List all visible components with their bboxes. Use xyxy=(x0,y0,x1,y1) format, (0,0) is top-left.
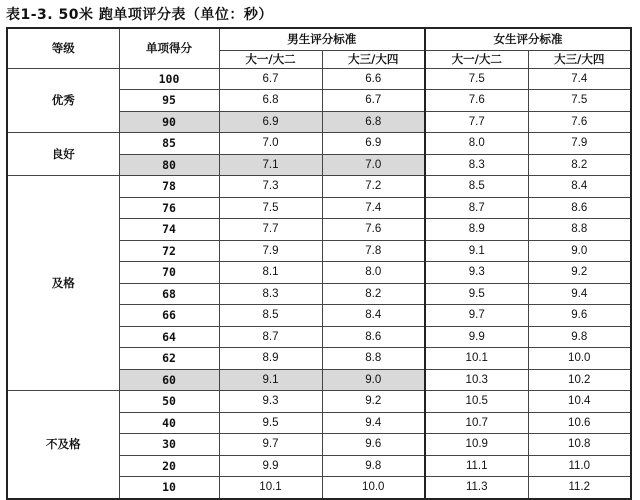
table-body xyxy=(7,68,631,499)
male-year12-cell: 8.3 xyxy=(219,283,322,305)
level-cell: 良好 xyxy=(7,133,119,176)
header-female: 女生评分标准 xyxy=(425,28,631,50)
female-year34-cell: 9.4 xyxy=(528,283,631,305)
points-cell: 95 xyxy=(119,90,219,112)
female-year34-cell: 9.6 xyxy=(528,305,631,327)
points-cell: 85 xyxy=(119,133,219,155)
female-year34-cell: 10.2 xyxy=(528,369,631,391)
female-year34-cell: 10.6 xyxy=(528,412,631,434)
male-year34-cell: 7.8 xyxy=(322,240,425,262)
female-year12-cell: 8.3 xyxy=(425,154,528,176)
male-year34-cell: 8.2 xyxy=(322,283,425,305)
female-year34-cell: 9.0 xyxy=(528,240,631,262)
male-year12-cell: 8.7 xyxy=(219,326,322,348)
female-year12-cell: 7.7 xyxy=(425,111,528,133)
header-female-year34: 大三/大四 xyxy=(528,50,631,68)
male-year12-cell: 9.5 xyxy=(219,412,322,434)
female-year12-cell: 8.5 xyxy=(425,176,528,198)
male-year12-cell: 7.3 xyxy=(219,176,322,198)
male-year12-cell: 8.5 xyxy=(219,305,322,327)
female-year12-cell: 8.7 xyxy=(425,197,528,219)
table-row xyxy=(7,176,631,198)
points-cell: 80 xyxy=(119,154,219,176)
level-cell: 优秀 xyxy=(7,68,119,133)
male-year12-cell: 9.9 xyxy=(219,455,322,477)
female-year12-cell: 8.0 xyxy=(425,133,528,155)
male-year34-cell: 9.6 xyxy=(322,434,425,456)
points-cell: 30 xyxy=(119,434,219,456)
male-year34-cell: 9.0 xyxy=(322,369,425,391)
female-year12-cell: 8.9 xyxy=(425,219,528,241)
male-year34-cell: 7.6 xyxy=(322,219,425,241)
header-points: 单项得分 xyxy=(119,28,219,68)
table-row xyxy=(7,68,631,90)
female-year34-cell: 7.5 xyxy=(528,90,631,112)
header-female-year12: 大一/大二 xyxy=(425,50,528,68)
male-year34-cell: 8.4 xyxy=(322,305,425,327)
female-year34-cell: 10.0 xyxy=(528,348,631,370)
male-year34-cell: 10.0 xyxy=(322,477,425,499)
points-cell: 72 xyxy=(119,240,219,262)
female-year12-cell: 11.3 xyxy=(425,477,528,499)
male-year34-cell: 9.8 xyxy=(322,455,425,477)
level-cell: 及格 xyxy=(7,176,119,391)
male-year34-cell: 8.0 xyxy=(322,262,425,284)
female-year34-cell: 11.2 xyxy=(528,477,631,499)
female-year12-cell: 9.1 xyxy=(425,240,528,262)
female-year12-cell: 10.9 xyxy=(425,434,528,456)
points-cell: 64 xyxy=(119,326,219,348)
female-year34-cell: 7.6 xyxy=(528,111,631,133)
level-cell: 不及格 xyxy=(7,391,119,499)
points-cell: 62 xyxy=(119,348,219,370)
male-year12-cell: 6.9 xyxy=(219,111,322,133)
header-male-year12: 大一/大二 xyxy=(219,50,322,68)
female-year34-cell: 11.0 xyxy=(528,455,631,477)
male-year34-cell: 9.4 xyxy=(322,412,425,434)
female-year34-cell: 9.8 xyxy=(528,326,631,348)
points-cell: 100 xyxy=(119,68,219,90)
points-cell: 68 xyxy=(119,283,219,305)
female-year12-cell: 10.3 xyxy=(425,369,528,391)
female-year12-cell: 10.5 xyxy=(425,391,528,413)
male-year12-cell: 7.5 xyxy=(219,197,322,219)
male-year34-cell: 8.6 xyxy=(322,326,425,348)
female-year12-cell: 7.6 xyxy=(425,90,528,112)
points-cell: 76 xyxy=(119,197,219,219)
points-cell: 90 xyxy=(119,111,219,133)
male-year12-cell: 10.1 xyxy=(219,477,322,499)
points-cell: 70 xyxy=(119,262,219,284)
male-year12-cell: 9.1 xyxy=(219,369,322,391)
male-year34-cell: 6.8 xyxy=(322,111,425,133)
female-year12-cell: 10.1 xyxy=(425,348,528,370)
male-year12-cell: 7.0 xyxy=(219,133,322,155)
male-year12-cell: 9.7 xyxy=(219,434,322,456)
female-year34-cell: 10.4 xyxy=(528,391,631,413)
female-year12-cell: 11.1 xyxy=(425,455,528,477)
male-year34-cell: 6.7 xyxy=(322,90,425,112)
female-year12-cell: 10.7 xyxy=(425,412,528,434)
male-year34-cell: 7.0 xyxy=(322,154,425,176)
male-year12-cell: 6.8 xyxy=(219,90,322,112)
points-cell: 78 xyxy=(119,176,219,198)
table-title: 表1-3. 50米 跑单项评分表（单位：秒） xyxy=(6,7,273,23)
male-year34-cell: 7.2 xyxy=(322,176,425,198)
points-cell: 66 xyxy=(119,305,219,327)
female-year34-cell: 8.6 xyxy=(528,197,631,219)
male-year34-cell: 6.6 xyxy=(322,68,425,90)
male-year12-cell: 7.9 xyxy=(219,240,322,262)
female-year12-cell: 7.5 xyxy=(425,68,528,90)
score-table xyxy=(6,27,632,500)
male-year34-cell: 6.9 xyxy=(322,133,425,155)
points-cell: 20 xyxy=(119,455,219,477)
points-cell: 50 xyxy=(119,391,219,413)
male-year12-cell: 7.7 xyxy=(219,219,322,241)
male-year34-cell: 9.2 xyxy=(322,391,425,413)
header-male: 男生评分标准 xyxy=(219,28,425,50)
female-year34-cell: 10.8 xyxy=(528,434,631,456)
points-cell: 60 xyxy=(119,369,219,391)
male-year12-cell: 6.7 xyxy=(219,68,322,90)
points-cell: 10 xyxy=(119,477,219,499)
male-year12-cell: 8.1 xyxy=(219,262,322,284)
female-year34-cell: 7.9 xyxy=(528,133,631,155)
female-year12-cell: 9.5 xyxy=(425,283,528,305)
male-year34-cell: 7.4 xyxy=(322,197,425,219)
female-year12-cell: 9.3 xyxy=(425,262,528,284)
points-cell: 74 xyxy=(119,219,219,241)
female-year34-cell: 8.8 xyxy=(528,219,631,241)
female-year12-cell: 9.9 xyxy=(425,326,528,348)
header-level: 等级 xyxy=(7,28,119,68)
female-year34-cell: 7.4 xyxy=(528,68,631,90)
female-year34-cell: 8.4 xyxy=(528,176,631,198)
female-year34-cell: 8.2 xyxy=(528,154,631,176)
header-male-year34: 大三/大四 xyxy=(322,50,425,68)
female-year34-cell: 9.2 xyxy=(528,262,631,284)
male-year12-cell: 9.3 xyxy=(219,391,322,413)
points-cell: 40 xyxy=(119,412,219,434)
male-year12-cell: 8.9 xyxy=(219,348,322,370)
table-row xyxy=(7,133,631,155)
male-year12-cell: 7.1 xyxy=(219,154,322,176)
male-year34-cell: 8.8 xyxy=(322,348,425,370)
table-row xyxy=(7,391,631,413)
female-year12-cell: 9.7 xyxy=(425,305,528,327)
